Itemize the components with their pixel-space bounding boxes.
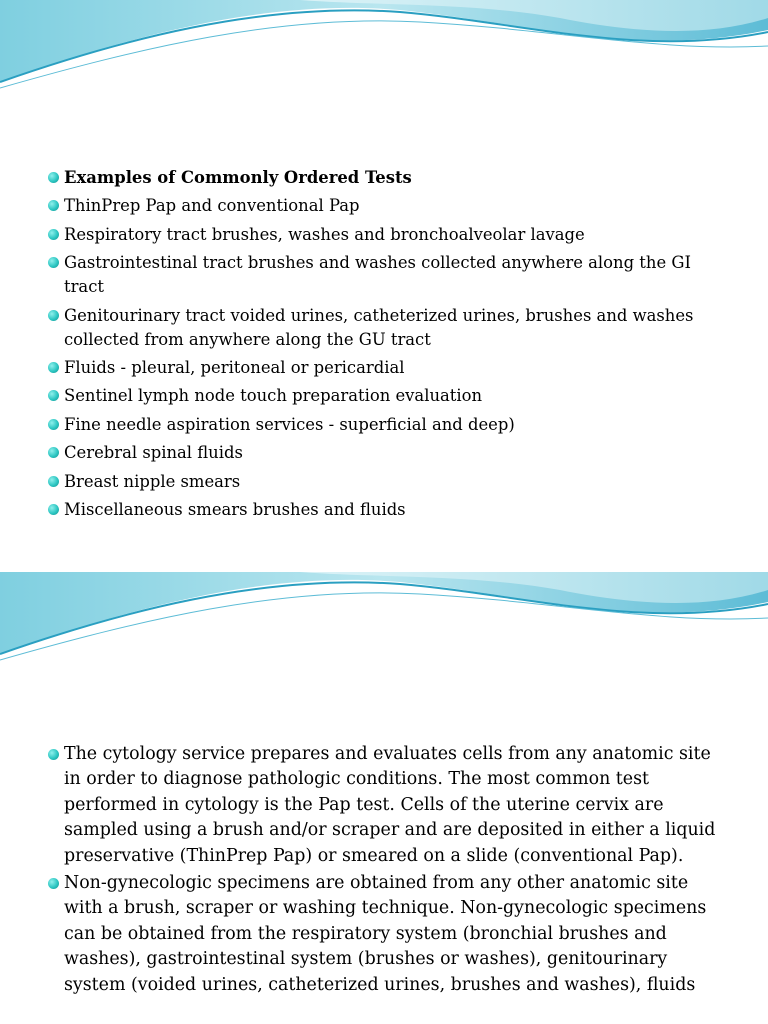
list-item: ThinPrep Pap and conventional Pap <box>48 194 728 218</box>
bullet-icon <box>48 390 59 401</box>
bullet-icon <box>48 878 59 889</box>
header-wave-decoration <box>0 0 768 100</box>
bullet-icon <box>48 447 59 458</box>
bullet-icon <box>48 310 59 321</box>
slide-2 <box>0 572 768 1024</box>
list-item: Miscellaneous smears brushes and fluids <box>48 498 728 522</box>
list-item: Breast nipple smears <box>48 470 728 494</box>
slide-2-content <box>48 742 728 1000</box>
bullet-icon <box>48 229 59 240</box>
bullet-icon <box>48 172 59 183</box>
header-wave-decoration <box>0 572 768 672</box>
bullet-icon <box>48 200 59 211</box>
description-list <box>48 742 728 998</box>
bullet-icon <box>48 476 59 487</box>
bullet-icon <box>48 749 59 760</box>
list-item: Respiratory tract brushes, washes and bronchoalveolar lavage <box>48 223 728 247</box>
list-item: The cytology service prepares and evaluates cells from any anatomic site in order to diagnose pathologic conditions. The most common test performed in cytology is the Pap test. Cells of the uterine cervix are sampled using a brush and/or scraper and are deposited in either a liquid preservative (ThinPrep Pap) or smeared on a slide (conventional Pap). <box>48 742 728 869</box>
bullet-icon <box>48 257 59 268</box>
list-item: Non-gynecologic specimens are obtained from any other anatomic site with a brush, scraper or washing technique. Non-gynecologic specimens can be obtained from the respiratory system (bronchial brushes and washes), gastrointestinal system (brushes or washes), genitourinary system (voided urines, catheterized urines, brushes and washes), fluids <box>48 871 728 998</box>
bullet-icon <box>48 419 59 430</box>
bullet-icon <box>48 362 59 373</box>
list-item: Gastrointestinal tract brushes and washes collected anywhere along the GI tract <box>48 251 728 299</box>
list-item: Fine needle aspiration services - superficial and deep) <box>48 413 728 437</box>
list-item: Cerebral spinal fluids <box>48 441 728 465</box>
bullet-icon <box>48 504 59 515</box>
list-item: Fluids - pleural, peritoneal or pericardial <box>48 356 728 380</box>
tests-list <box>48 166 728 522</box>
list-item: Sentinel lymph node touch preparation evaluation <box>48 384 728 408</box>
list-item: Genitourinary tract voided urines, catheterized urines, brushes and washes collected from anywhere along the GU tract <box>48 304 728 352</box>
list-item: Examples of Commonly Ordered Tests <box>48 166 728 190</box>
slide-1-content <box>48 166 728 526</box>
